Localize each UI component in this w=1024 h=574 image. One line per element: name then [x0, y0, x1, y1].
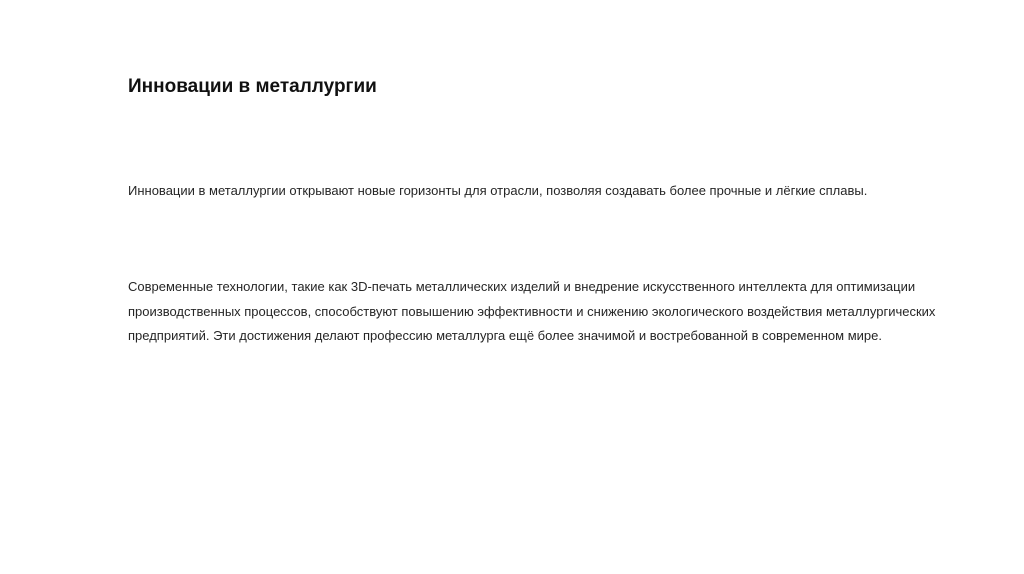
paragraph-intro: Инновации в металлургии открывают новые горизонты для отрасли, позволяя создавать более прочные и лёгкие сплавы. — [128, 183, 868, 198]
slide-title: Инновации в металлургии — [128, 76, 377, 97]
paragraph-technologies: Современные технологии, такие как 3D-печать металлических изделий и внедрение искусственного интеллекта для оптимизации производственных процессов, способствуют повышению эффективности и снижению экологического воздействия металлургических предприятий. Эти достижения делают профессию металлурга ещё более значимой и востребованной в современном мире. — [128, 279, 936, 343]
